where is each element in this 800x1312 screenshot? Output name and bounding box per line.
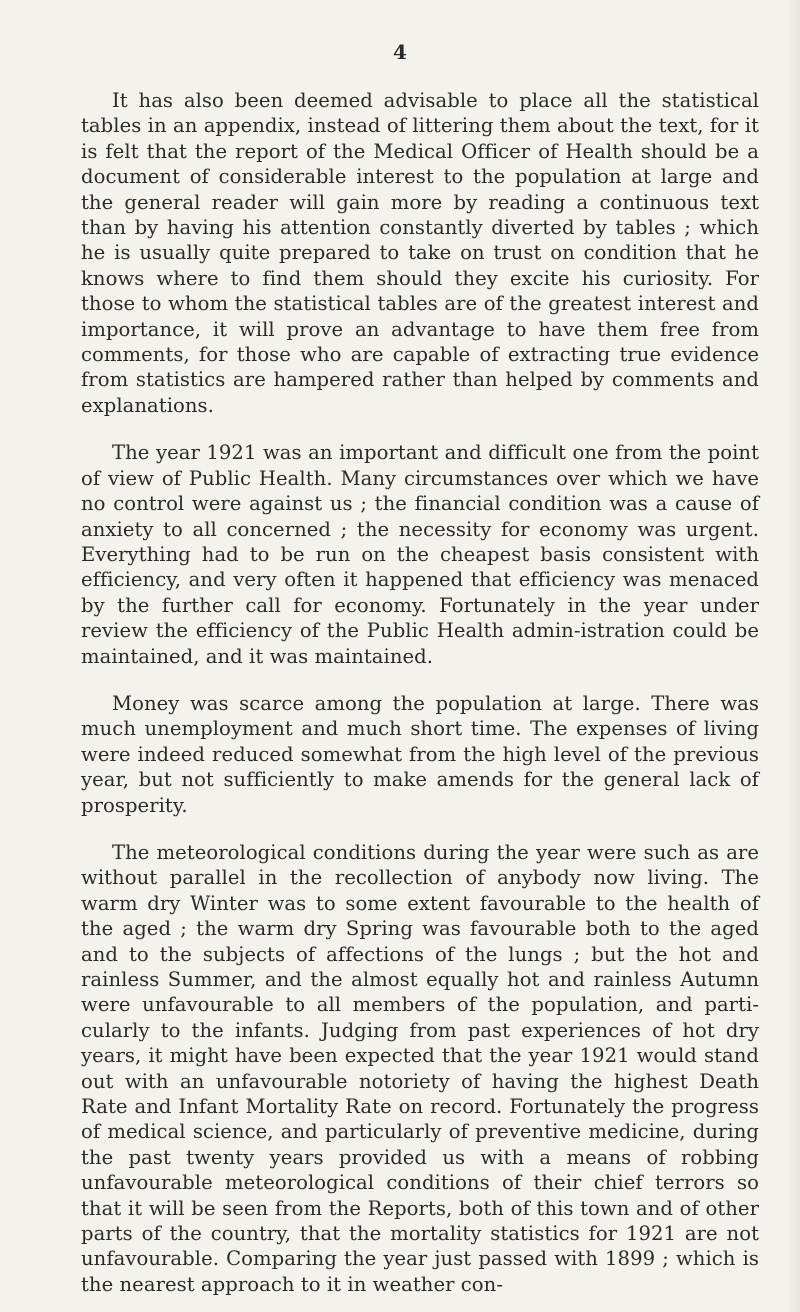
page-edge-shadow — [786, 0, 800, 1312]
paragraph-money-scarce: Money was scarce among the population at large. There was much unemployment and much short time. The expenses of living were indeed reduced somewhat from the high level of the previous year, but not sufficiently to make amends for the general lack of prosperity. — [81, 691, 759, 817]
paragraph-meteorological-conditions: The meteorological conditions during the year were such as are without parallel in the recollection of anybody now living. The warm dry Winter was to some extent favourable to the health of the aged ; the warm dry Spring was favourable both to the aged and to the subjects of affections of the lungs ; but the hot and rainless Summer, and the almost equally hot and rainless Autumn were unfavourable to all members of the population, and parti-cularly to the infants. Judging from past experiences of hot dry years, it might have been expected that the year 1921 would stand out with an unfavourable notoriety of having the highest Death Rate and Infant Mortality Rate on record. Fortunately the progress of medical science, and particularly of preventive medicine, during the past twenty years provided us with a means of robbing unfavourable meteorological conditions of their chief terrors so that it will be seen from the Reports, both of this town and of other parts of the country, that the mortality statistics for 1921 are not unfavourable. Comparing the year just passed with 1899 ; which is the nearest approach to it in weather con- — [81, 840, 759, 1296]
paragraph-year-1921: The year 1921 was an important and difficult one from the point of view of Public Health. Many circumstances over which we have no control were against us ; the financial condition was a cause of anxiety to all concerned ; the necessity for economy was urgent. Everything had to be run on the cheapest basis consistent with efficiency, and very often it happened that efficiency was menaced by the further call for economy. Fortunately in the year under review the efficiency of the Public Health admin-istration could be maintained, and it was maintained. — [81, 441, 759, 668]
page-number: 4 — [393, 40, 407, 64]
body-text — [81, 88, 759, 1297]
paragraph-statistical-tables: It has also been deemed advisable to place all the statistical tables in an appendix, instead of littering them about the text, for it is felt that the report of the Medical Officer of Health should be a document of considerable interest to the population at large and the general reader will gain more by reading a continuous text than by having his attention constantly diverted by tables ; which he is usually quite prepared to take on trust on condition that he knows where to find them should they excite his curiosity. For those to whom the statistical tables are of the greatest interest and importance, it will prove an advantage to have them free from comments, for those who are capable of extracting true evidence from statistics are hampered rather than helped by comments and explanations. — [81, 89, 759, 417]
